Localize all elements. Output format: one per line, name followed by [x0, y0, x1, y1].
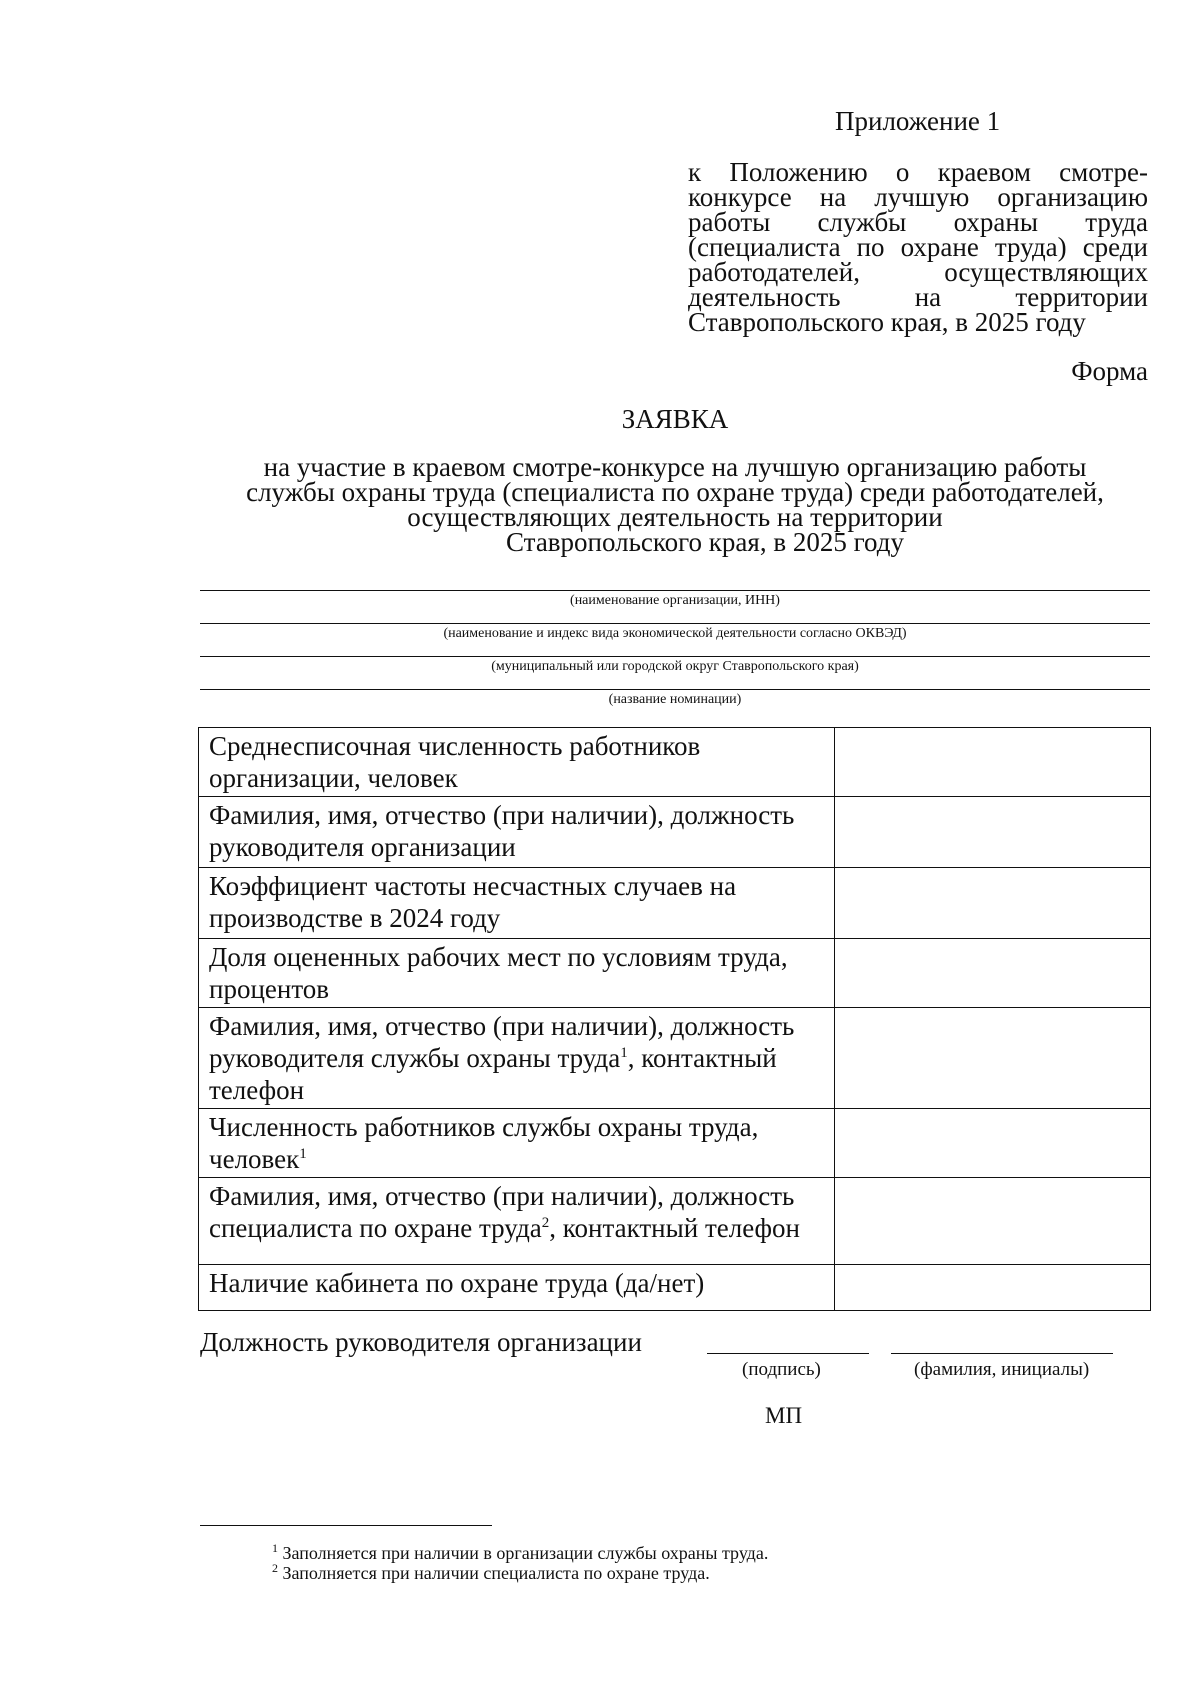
footnote — [272, 1543, 768, 1563]
okved-activity-field[interactable] — [200, 623, 1150, 642]
row-label: Фамилия, имя, отчество (при наличии), должность руководителя организации — [199, 797, 835, 868]
table-row — [199, 939, 1151, 1008]
form-label: Форма — [1071, 356, 1148, 386]
document-title: ЗАЯВКА — [621, 404, 729, 434]
table-row — [199, 797, 1151, 868]
table-row — [199, 1265, 1151, 1311]
signature-line[interactable] — [707, 1353, 869, 1354]
row-value-cell[interactable] — [835, 868, 1151, 939]
row-value-cell[interactable] — [835, 1265, 1151, 1311]
footnote-ref: 1 — [620, 1045, 628, 1061]
field-caption: (наименование организации, ИНН) — [570, 593, 780, 608]
table-row — [199, 1008, 1151, 1109]
row-value-cell[interactable] — [835, 728, 1151, 797]
field-caption: (название номинации) — [608, 692, 742, 707]
footnote-divider — [200, 1525, 492, 1526]
footnote-ref: 2 — [541, 1215, 550, 1231]
signature-position-label: Должность руководителя организации — [200, 1327, 642, 1357]
nomination-field[interactable] — [200, 689, 1150, 708]
footnote-text: Заполняется при наличии специалиста по охране труда. — [282, 1563, 710, 1583]
row-label: Наличие кабинета по охране труда (да/нет) — [199, 1265, 835, 1311]
table-row — [199, 1109, 1151, 1178]
subtitle-line: службы охраны труда (специалиста по охране труда) среди работодателей, — [246, 477, 1104, 507]
organization-name-field[interactable] — [200, 590, 1150, 609]
row-value-cell[interactable] — [835, 797, 1151, 868]
municipal-district-field[interactable] — [200, 656, 1150, 675]
row-value-cell[interactable] — [835, 1178, 1151, 1265]
name-initials-caption: (фамилия, инициалы) — [914, 1359, 1090, 1380]
table-row — [199, 728, 1151, 797]
footnote-mark: 1 — [272, 1541, 278, 1555]
footnote-mark: 2 — [272, 1561, 278, 1575]
application-table — [198, 727, 1151, 1311]
stamp-label: МП — [765, 1403, 803, 1428]
row-value-cell[interactable] — [835, 939, 1151, 1008]
subtitle-line: осуществляющих деятельность на территории — [407, 502, 943, 532]
name-initials-line[interactable] — [891, 1353, 1113, 1354]
table-row — [199, 868, 1151, 939]
field-caption: (наименование и индекс вида экономической деятельности согласно ОКВЭД) — [443, 626, 907, 641]
row-value-cell[interactable] — [835, 1109, 1151, 1178]
appendix-note: к Положению о краевом смотре-конкурсе на лучшую организацию работы службы охраны труда (специалиста по охране труда) среди работодателей, осуществляющих деятельность на территории Ставропольского края, в 2025 году — [688, 157, 1148, 337]
footnote — [272, 1563, 710, 1583]
signature-caption: (подпись) — [742, 1359, 821, 1380]
row-label: Фамилия, имя, отчество (при наличии), должность руководителя службы охраны труда$^1$, контактный телефон — [199, 1008, 835, 1109]
footnote-text: Заполняется при наличии в организации службы охраны труда. — [282, 1543, 769, 1563]
row-label: Среднесписочная численность работников организации, человек — [199, 728, 835, 797]
subtitle-line: Ставропольского края, в 2025 году — [506, 527, 904, 557]
row-label: Коэффициент частоты несчастных случаев на производстве в 2024 году — [199, 868, 835, 939]
subtitle-line: на участие в краевом смотре-конкурсе на лучшую организацию работы — [263, 452, 1087, 482]
appendix-title: Приложение 1 — [835, 106, 1001, 136]
document-subtitle — [200, 452, 1150, 557]
row-label: Фамилия, имя, отчество (при наличии), должность специалиста по охране труда$^2$, контактный телефон — [199, 1178, 835, 1265]
row-label: Доля оцененных рабочих мест по условиям труда, процентов — [199, 939, 835, 1008]
footnote-ref: 1 — [299, 1146, 307, 1162]
table-row — [199, 1178, 1151, 1265]
field-caption: (муниципальный или городской округ Ставропольского края) — [491, 659, 859, 674]
row-value-cell[interactable] — [835, 1008, 1151, 1109]
row-label: Численность работников службы охраны труда, человек$^1$ — [199, 1109, 835, 1178]
